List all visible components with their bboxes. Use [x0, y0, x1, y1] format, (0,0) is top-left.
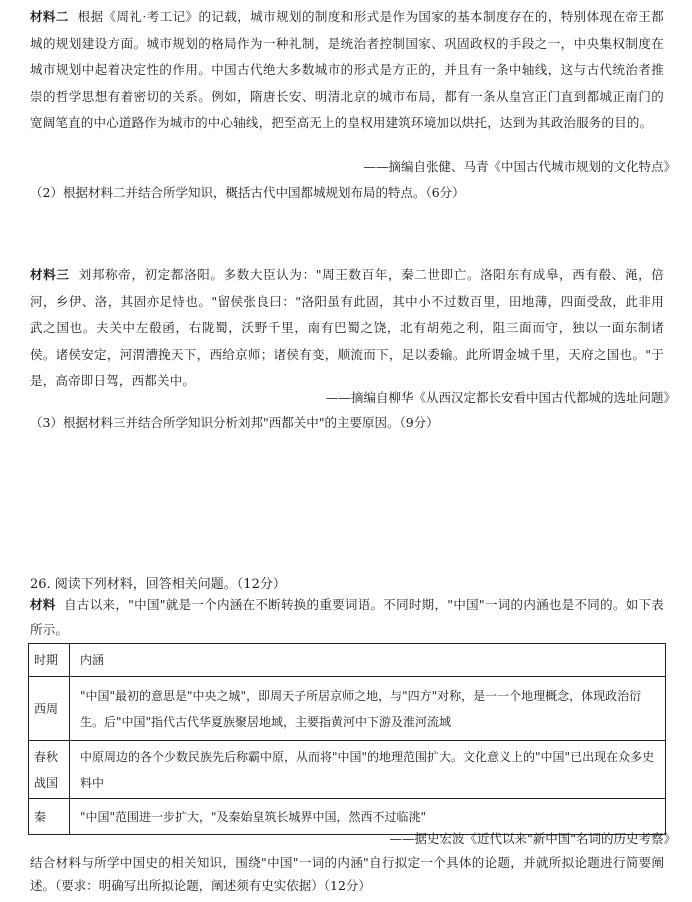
- question-26-material-label: 材料: [30, 597, 56, 612]
- question-3: （3）根据材料三并结合所学知识分析刘邦"西都关中"的主要原因。（9分）: [30, 415, 439, 430]
- material-3-text: 刘邦称帝，初定都洛阳。多数大臣认为："周王数百年，秦二世即亡。洛阳东有成皋，西有殽、渑，倍河，乡伊、洛，其固亦足恃也。"留侯张良曰："洛阳虽有此固，其中小不过数百里，田地薄，四面受敌，此非用武之国也。夫关中左殽函，右陇蜀，沃野千里，南有巴蜀之饶，北有胡苑之利，阻三面而守，独以一面东制诸侯。诸侯安定，河渭漕挽天下，西给京师；诸侯有变，顺流而下，足以委输。此所谓金城千里，天府之国也。"于是，高帝即日驾，西都关中。: [30, 267, 664, 388]
- material-2-source: ——摘编自张健、马青《中国古代城市规划的文化特点》: [363, 159, 676, 174]
- material-2-label: 材料二: [30, 9, 69, 24]
- question-26-source: ——据史宏波《近代以来"新中国"名词的历史考察》: [389, 831, 676, 846]
- question-26-heading: 26. 阅读下列材料，回答相关问题。（12分）: [30, 577, 286, 592]
- question-26-material: [30, 592, 664, 642]
- material-2-text: 根据《周礼·考工记》的记载，城市规划的制度和形式是作为国家的基本制度存在的，特别体现在帝王都城的规划建设方面。城市规划的格局作为一种礼制，是统治者控制国家、巩固政权的手段之一，中央集权制度在城市规划中起着决定性的作用。中国古代绝大多数城市的形式是方正的，并且有一条中轴线，这与古代统治者推崇的哲学思想有着密切的关系。例如，隋唐长安、明清北京的城市布局，都有一条从皇宫正门直到都城正南门的宽阔笔直的中心道路作为城市的中心轴线，把至高无上的皇权用建筑环境加以烘托，达到为其政治服务的目的。: [30, 9, 664, 130]
- table-header-row: [29, 644, 666, 677]
- question-26-task: 结合材料与所学中国史的相关知识，围绕"中国"一词的内涵"自行拟定一个具体的论题，并就所拟论题进行简要阐述。（要求：明确写出所拟论题，阐述须有史实依据）（12分）: [30, 855, 664, 893]
- table-cell-period: 西周: [29, 677, 70, 741]
- table-cell-content: 中原周边的各个少数民族先后称霸中原，从而将"中国"的地理范围扩大。文化意义上的"中国"已出现在众多史料中: [70, 741, 666, 799]
- table-cell-period: 秦: [29, 799, 70, 835]
- table-row: [29, 677, 666, 741]
- material-3-source: ——摘编自柳华《从西汉定都长安看中国古代都城的选址问题》: [325, 390, 676, 405]
- material-2-paragraph: [30, 4, 664, 137]
- question-26-material-text: 自古以来，"中国"就是一个内涵在不断转换的重要词语。不同时期，"中国"一词的内涵也是不同的。如下表所示。: [30, 597, 664, 637]
- material-3-paragraph: [30, 262, 664, 395]
- table-row: [29, 741, 666, 799]
- question-2: （2）根据材料二并结合所学知识，概括古代中国都城规划布局的特点。（6分）: [30, 185, 465, 200]
- table-cell-period: 春秋战国: [29, 741, 70, 799]
- table-header-period: 时期: [29, 644, 70, 677]
- table-cell-content: "中国"最初的意思是"中央之城"，即周天子所居京师之地，与"四方"对称，是一一个地理概念，体现政治衍生。后"中国"指代古代华夏族聚居地域，主要指黄河中下游及淮河流域: [70, 677, 666, 741]
- material-3-label: 材料三: [30, 267, 70, 282]
- meaning-table: [28, 643, 666, 835]
- table-cell-content: "中国"范围进一步扩大，"及秦始皇筑长城界中国，然西不过临洮": [70, 799, 666, 835]
- table-header-content: 内涵: [70, 644, 666, 677]
